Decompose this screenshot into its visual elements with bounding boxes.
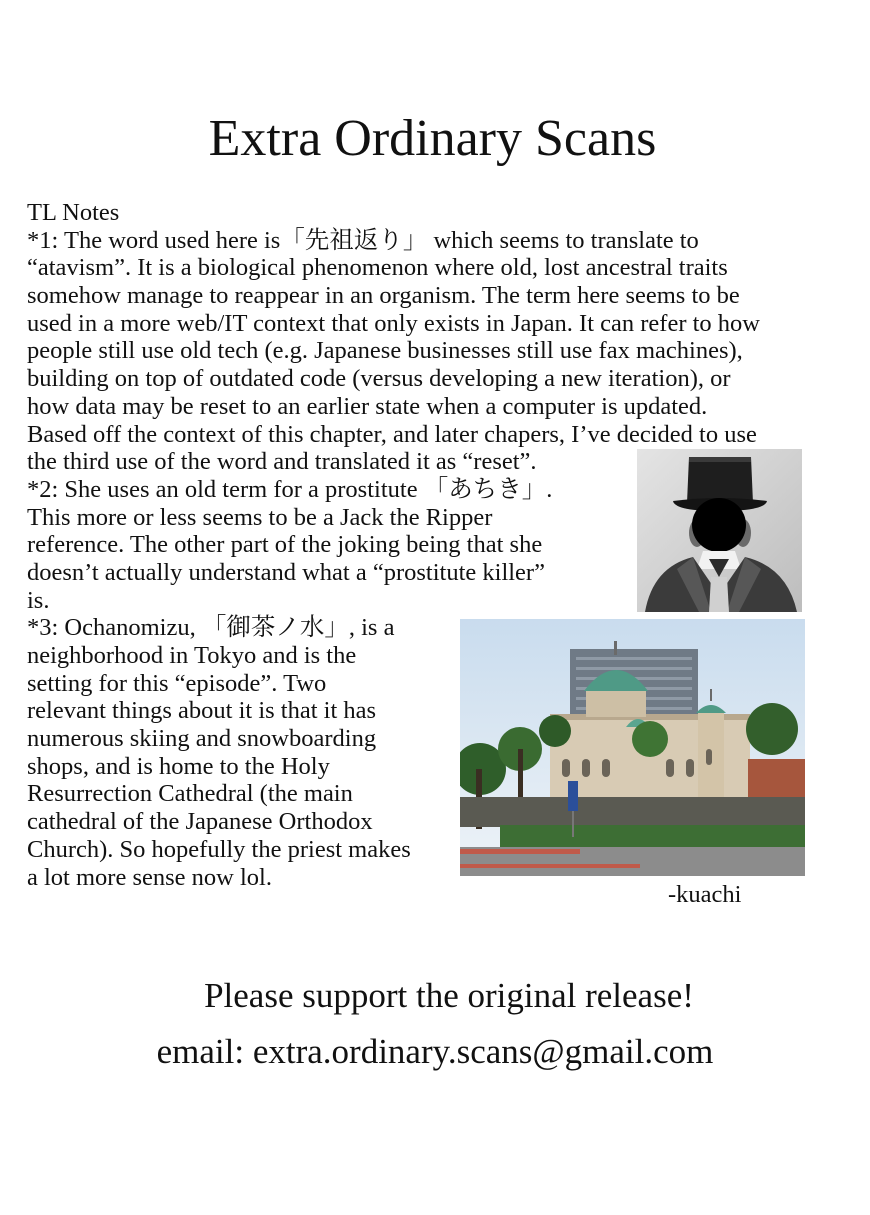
note-line: relevant things about it is that it has [27, 697, 377, 725]
note-line: *2: She uses an old term for a prostitute 「あちき」. [27, 475, 553, 503]
note-line: *1: The word used here is「先祖返り」 which seems to translate to [27, 226, 699, 254]
note-line: the third use of the word and translated it as “reset”. [27, 448, 537, 476]
note-line: numerous skiing and snowboarding [27, 725, 377, 753]
notes-heading: TL Notes [27, 199, 120, 226]
note-line: people still use old tech (e.g. Japanese businesses still use fax machines), [27, 337, 743, 365]
cathedral-photo [460, 619, 805, 876]
note-line: setting for this “episode”. Two [27, 669, 327, 697]
translator-signature: -kuachi [668, 881, 742, 908]
note-line: reference. The other part of the joking being that she [27, 531, 543, 559]
note-line: shops, and is home to the Holy [27, 752, 330, 780]
support-message: Please support the original release! [204, 976, 694, 1015]
note-line: somehow manage to reappear in an organism. The term here seems to be [27, 282, 740, 310]
note-line: neighborhood in Tokyo and is the [27, 642, 357, 669]
note-line: used in a more web/IT context that only exists in Japan. It can refer to how [27, 309, 760, 337]
note-line: building on top of outdated code (versus developing a new iteration), or [27, 365, 731, 393]
note-line: cathedral of the Japanese Orthodox [27, 808, 373, 836]
contact-email: email: extra.ordinary.scans@gmail.com [156, 1032, 714, 1071]
note-line: “atavism”. It is a biological phenomenon where old, lost ancestral traits [27, 254, 728, 282]
note-line: *3: Ochanomizu, 「御茶ノ水」, is a [27, 614, 395, 642]
portrait-illustration [637, 449, 802, 612]
note-line: doesn’t actually understand what a “prostitute killer” [27, 558, 545, 586]
note-line: This more or less seems to be a Jack the Ripper [27, 503, 493, 531]
note-line: how data may be reset to an earlier state when a computer is updated. [27, 392, 708, 420]
note-line: Church). So hopefully the priest makes [27, 835, 411, 863]
note-line: Resurrection Cathedral (the main [27, 780, 353, 808]
note-line: is. [27, 586, 50, 614]
note-line: a lot more sense now lol. [27, 863, 272, 891]
note-line: Based off the context of this chapter, and later chapers, I’ve decided to use [27, 420, 757, 448]
page-title: Extra Ordinary Scans [208, 110, 657, 167]
cathedral-illustration [460, 619, 805, 876]
top-hat-man-portrait [637, 449, 802, 612]
